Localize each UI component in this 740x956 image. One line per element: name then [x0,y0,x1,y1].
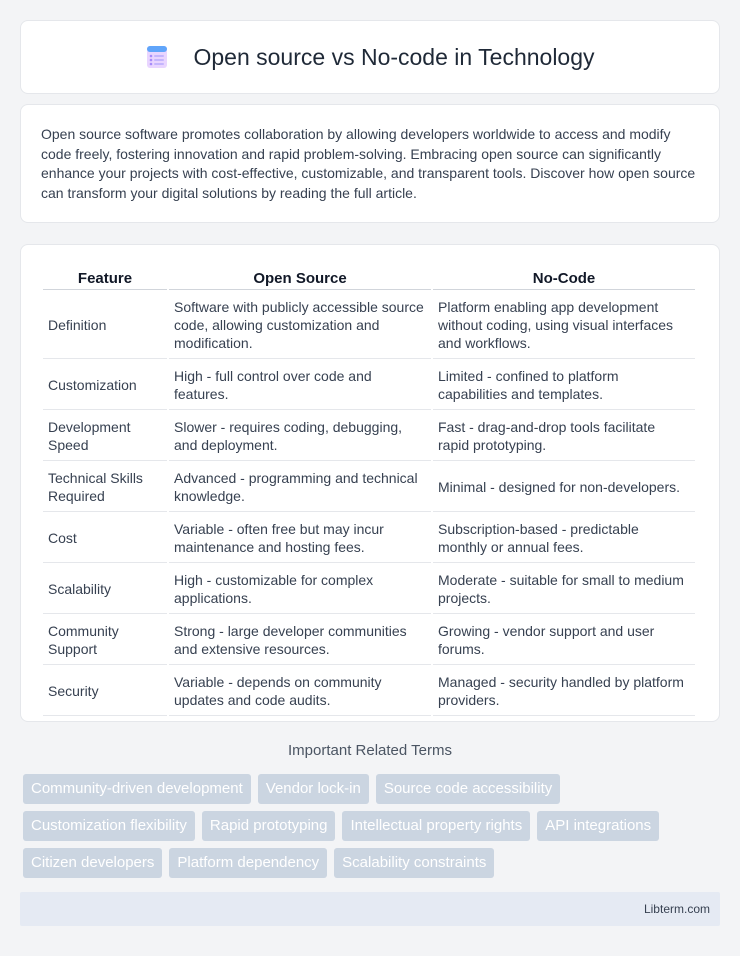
term-tag[interactable]: Intellectual property rights [342,811,530,841]
term-tag[interactable]: Source code accessibility [376,774,560,804]
related-terms-title: Important Related Terms [288,742,452,759]
table-row [43,412,695,461]
header-open-source: Open Source [169,267,431,290]
table-row [43,292,695,359]
comparison-table [41,265,697,718]
table-row [43,361,695,410]
term-tag[interactable]: Community-driven development [23,774,251,804]
no-code-cell: Growing - vendor support and user forums. [433,616,695,665]
open-source-cell: Strong - large developer communities and extensive resources. [169,616,431,665]
open-source-cell: Advanced - programming and technical knowledge. [169,463,431,512]
term-tag[interactable]: Rapid prototyping [202,811,336,841]
feature-cell: Development Speed [43,412,167,461]
term-tag[interactable]: Platform dependency [169,848,327,878]
open-source-cell: Slower - requires coding, debugging, and deployment. [169,412,431,461]
tag-row [23,811,723,841]
no-code-cell: Moderate - suitable for small to medium projects. [433,565,695,614]
feature-cell: Technical Skills Required [43,463,167,512]
term-tag[interactable]: Scalability constraints [334,848,494,878]
page-title: Open source vs No-code in Technology [193,43,595,70]
header-no-code: No-Code [433,267,695,290]
table-row [43,463,695,512]
no-code-cell: Platform enabling app development without coding, using visual interfaces and workflows. [433,292,695,359]
feature-cell: Customization [43,361,167,410]
table-header-row [43,267,695,290]
intro-card [20,104,720,223]
term-tag[interactable]: Customization flexibility [23,811,195,841]
term-tag[interactable]: Vendor lock-in [258,774,369,804]
no-code-cell: Fast - drag-and-drop tools facilitate rapid prototyping. [433,412,695,461]
table-row [43,667,695,716]
no-code-cell: Minimal - designed for non-developers. [433,463,695,512]
table-row [43,616,695,665]
related-terms-list [23,774,723,885]
no-code-cell: Managed - security handled by platform providers. [433,667,695,716]
open-source-cell: Variable - often free but may incur maintenance and hosting fees. [169,514,431,563]
title-card [20,20,720,94]
no-code-cell: Limited - confined to platform capabilities and templates. [433,361,695,410]
open-source-cell: Variable - depends on community updates and code audits. [169,667,431,716]
intro-text: Open source software promotes collaboration by allowing developers worldwide to access and modify code freely, fostering innovation and rapid problem-solving. Embracing open source can significantly enhance your projects with cost-effective, customizable, and transparent tools. Discover how open source can transform your digital solutions by reading the full article. [41,126,696,201]
open-source-cell: High - customizable for complex applications. [169,565,431,614]
feature-cell: Scalability [43,565,167,614]
table-row [43,514,695,563]
feature-cell: Security [43,667,167,716]
term-tag[interactable]: Citizen developers [23,848,162,878]
tag-row [23,848,723,878]
footer-site-link[interactable]: Libterm.com [643,902,710,916]
list-document-icon [145,45,169,69]
term-tag[interactable]: API integrations [537,811,659,841]
feature-cell: Definition [43,292,167,359]
no-code-cell: Subscription-based - predictable monthly or annual fees. [433,514,695,563]
tag-row [23,774,723,804]
comparison-card [20,244,720,722]
feature-cell: Community Support [43,616,167,665]
feature-cell: Cost [43,514,167,563]
table-row [43,565,695,614]
open-source-cell: High - full control over code and features. [169,361,431,410]
header-feature: Feature [43,267,167,290]
open-source-cell: Software with publicly accessible source code, allowing customization and modification. [169,292,431,359]
footer [20,892,720,926]
